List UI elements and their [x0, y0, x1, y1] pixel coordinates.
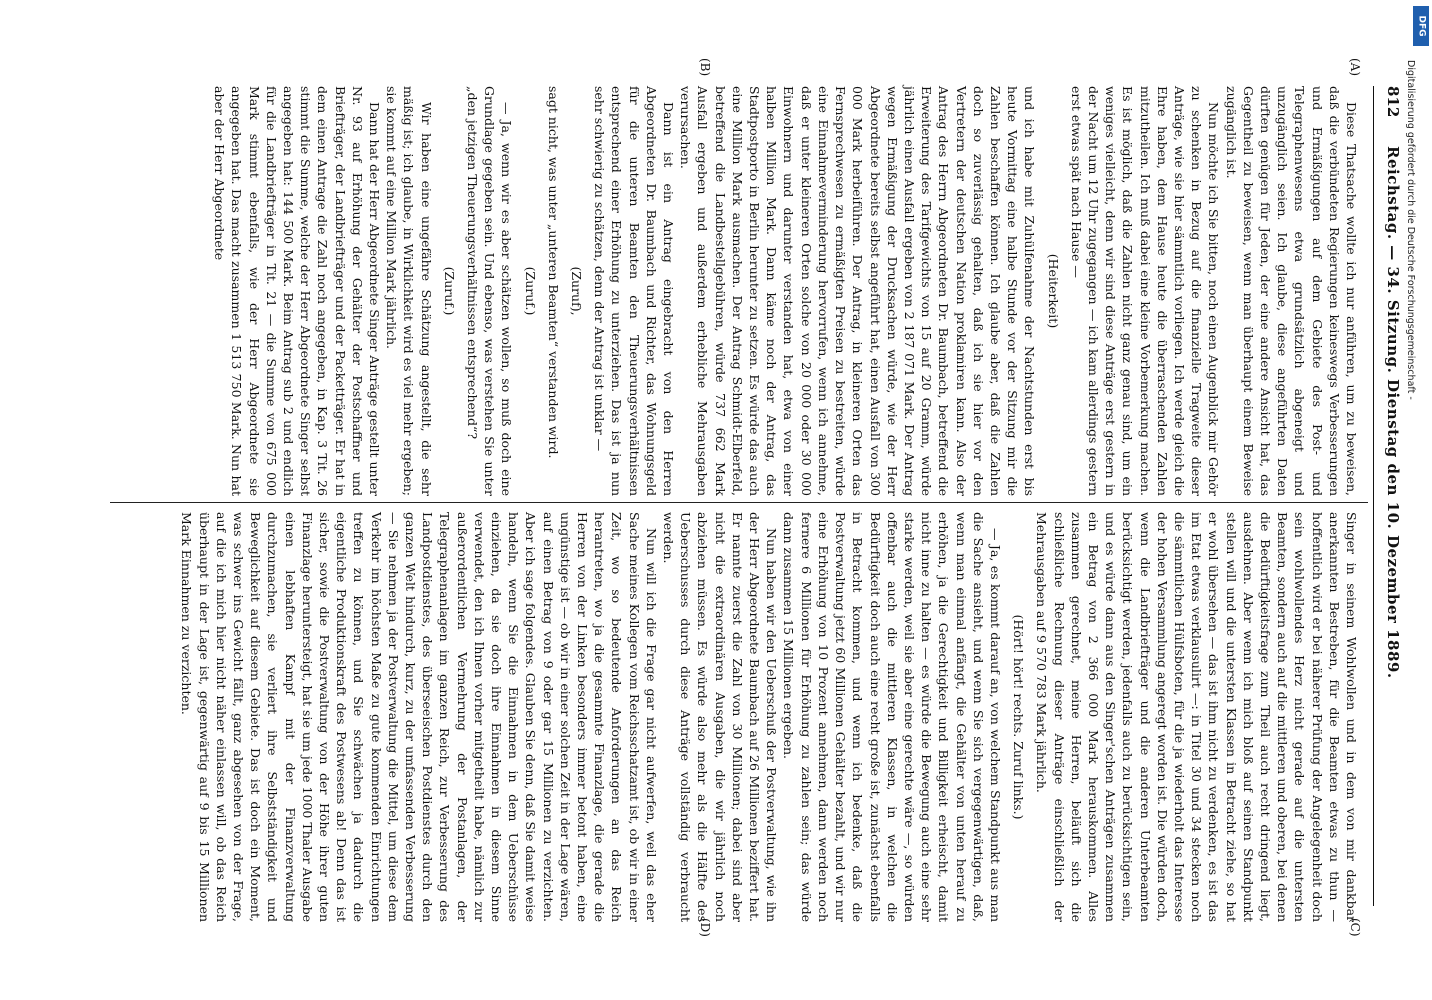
header-rule — [1373, 86, 1374, 906]
column-divider — [110, 502, 1368, 503]
paragraph: und ich habe mit Zuhülfenahme der Nachtstunden erst bis heute Vormittag eine halbe Stunde vor der Sitzung mir die Zahlen beschaffen können. Ich glaube aber, daß die Zahlen doch so zuverlässig gehalten, daß ich sie hier vor den Vertretern der deutschen Nation proklamiren kann. Also der Antrag des Herrn Abgeordneten Dr. Baumbach, betreffend die Erweiterung des Tarifgewichts von 15 auf 20 Gramm, würde jährlich einen Ausfall ergeben von 2 187 071 Mark. Der Antrag wegen Ermäßigung der Drucksachen würde, wie der Herr Abgeordnete bereits selbst angeführt hat, einen Ausfall von 300 000 Mark herbeiführen. Der Antrag, in kleineren Orten das Fernsprechwesen zu ermäßigten Preisen zu bestreiten, würde eine Einnahmeverminderung hervorrufen, wenn ich annehme, daß er unter kleineren Orten solche von 20 000 oder 30 000 Einwohnern und darunter verstanden hat, etwa von einer halben Million Mark. Dann käme noch der Antrag, das Stadtpostporto in Berlin herunter zu setzen. Es würde das auch eine Million Mark ausmachen. Der Antrag Schmidt-Elberfeld, betreffend die Landbestellgebühren, würde 737 662 Mark Ausfall ergeben und außerdem erhebliche Mehrausgaben verursachen. — [678, 86, 1038, 496]
paragraph: Dann ist ein Antrag eingebracht von den Herren Abgeordneten Dr. Baumbach und Richter, das Wohnungsgeld für die unteren Beamten den Theuerungsverhältnissen entsprechend einer Erhöhung zu unterziehen. Das ist ja nun sehr schwierig zu schätzen, denn der Antrag ist unklar — — [592, 86, 677, 496]
paragraph: Nun will ich die Frage gar nicht aufwerfen, weil das eher Sache meines Kollegen vom Reichsschatzamt ist, ob wir in einer Zeit, wo so bedeutende Anforderungen an das Reich herantreten, wo ja die gesammte Finanzlage, die gerade die Herren von der Linken besonders immer betont haben, eine ungünstige ist — ob wir in einer solchen Zeit in der Lage wären, auf einen Betrag von 9 oder gar 15 Millionen zu verzichten. Aber ich sage folgendes. Glauben Sie denn, daß Sie damit weise handeln, wenn Sie die Einnahmen in dem Ueberschüsse einziehen, da sie doch ihre Einnahmen in diesem Sinne verwendet, den ich Ihnen vorher mitgetheilt habe, nämlich zur außerordentlichen Vermehrung der Postanlagen, der Telegraphenanlagen im ganzen Reich, zur Verbesserung des Landpostdienstes, des überseeischen Postdienstes durch den ganzen Welt hindurch, kurz, zu der umfassenden Verbesserung — Sie nehmen ja der Postverwaltung die Mittel, um diese dem Verkehr im höchsten Maße zu gute kommenden Einrichtungen treffen zu können, und Sie schwächen ja dadurch die eigentliche Produktionskraft des Postwesens ab! Denn das ist sicher, sowie die Postverwaltung von der Höhe ihrer guten Finanzlage heruntersteigt, hat sie um jede 1000 Thaler Ausgabe einen lebhaften Kampf mit der Finanzverwaltung durchzumachen, sie verliert ihre Selbstständigkeit und Beweglichkeit auf diesem Gebiete. Das ist doch ein Moment, was schwer ins Gewicht fällt, ganz abgesehen von der Frage, auf die ich mich hier nicht näher einlassen will, ob das Reich überhaupt in der Lage ist, gegenwärtig auf 9 bis 15 Millionen Mark Einnahmen zu verzichten. — [179, 512, 659, 922]
right-column — [178, 512, 1360, 922]
digitization-credit: Digitalisierung gefördert durch die Deutsche Forschungsgemeinschaft - — [1405, 60, 1416, 400]
paragraph: — Ja, wenn wir es aber schätzen wollen, so muß doch eine Grundlage gegeben sein. Und ebenso, was verstehen Sie unter „den jetzigen Theuerungsverhältnissen entsprechend“? — [465, 86, 515, 496]
paragraph: Singer in seinem Wohlwollen und in dem von mir dankbar anerkannten Bestreben, für die Beamten etwas zu thun — hoffentlich wird er bei näherer Prüfung der Angelegenheit doch sein wohlwollendes Herz nicht gerade auf die untersten Beamten, sondern auch auf die mittleren und oberen, bei denen die Bedürftigkeitsfrage zum Theil auch recht dringend liegt, ausdehnen. Aber wenn ich mich bloß auf seinen Standpunkt stellen will und die untersten Klassen in Betracht ziehe, so hat er wohl übersehen — das ist ihm nicht zu verdenken, es ist das im Etat etwas verklausulirt —: in Titel 30 und 34 stecken noch die sämmtlichen Hülfsboten, für die ja wiederholt das Interesse der hohen Versammlung angeregt worden ist. Die würden doch, wenn die Landbriefträger und die anderen Unterbeamten berücksichtigt werden, jedenfalls auch zu berücksichtigen sein, und es würde dann aus den Singer'schen Anträgen zusammen ein Betrag von 2 366 000 Mark herauskommen. Alles zusammen gerechnet, meine Herren, beläuft sich die schließliche Rechnung dieser Anträge einschließlich der Mehrausgaben auf 9 570 783 Mark jährlich. — [1034, 512, 1359, 922]
interjection: (Zuruf.) — [522, 266, 538, 316]
interjection: (Heiterkeit) — [1045, 253, 1061, 329]
margin-mark-c: (C) — [1348, 918, 1362, 937]
paragraph: sagt nicht, was unter „unteren Beamten“ verstanden wird. — [545, 86, 561, 459]
interjection: (Zuruf), — [569, 266, 585, 316]
page-title: Reichstag. — 34. Sitzung. Dienstag den 10. Dezember 1889. — [1384, 146, 1402, 679]
margin-mark-b: (B) — [698, 58, 712, 77]
paragraph: Diese Thatsache wollte ich nur anführen, um zu beweisen, daß die verbündeten Regierungen keineswegs Verbesserungen und Ermäßigungen auf dem Gebiete des Post- und Telegraphenwesens etwa grundsätzlich abgeneigt und unzugänglich seien. Ich glaube, diese angeführten Daten dürften genügen für Jeden, der eine andere Ansicht hat, das Gegentheil zu beweisen, wenn man überhaupt einem Beweise zugänglich ist. — [1223, 86, 1359, 496]
margin-mark-d: (D) — [698, 918, 712, 937]
interjection: (Zuruf.) — [441, 266, 457, 316]
paragraph: — Ja, es kommt darauf an, von welchem Standpunkt aus man die Sache ansieht, und wenn Sie sich vergegenwärtigen, daß, wenn man einmal anfängt, die Gehälter von unten herauf zu erhöhen, ja die Gerechtigkeit und Billigkeit erheischt, damit nicht inne zu halten — es würde die Bewegung auch eine sehr starke werden, weil sie aber eine gerechte wäre —, so würden offenbar auch die mittleren Klassen, in welchen die Bedürftigkeit doch auch eine recht große ist, zunächst ebenfalls in Betracht kommen, und wenn ich bedenke, daß die Postverwaltung jetzt 60 Millionen Gehälter bezahlt, und wir nur eine Erhöhung von 10 Prozent annehmen, dann werden noch fernere 6 Millionen für Erhöhung zu zahlen sein; das würde dann zusammen 15 Millionen ergeben. — [781, 512, 1003, 922]
margin-mark-a: (A) — [1348, 58, 1362, 77]
paragraph: Wir haben eine ungefähre Schätzung angestellt, die sehr mäßig ist; ich glaube, in Wirklichkeit wird es viel mehr ergeben; sie kommt auf eine Million Mark jährlich. — [384, 86, 434, 496]
paragraph: Nun haben wir den Ueberschuß der Postverwaltung, wie ihn der Herr Abgeordnete Baumbach auf 26 Millionen beziffert hat. Er nannte zuerst die Zahl von 30 Millionen; dabei sind aber nicht die extraordinären Ausgaben, die wir jährlich noch abziehen müssen. Es würde also mehr als die Hälfte des Ueberschusses durch diese Anträge vollständig verbraucht werden. — [661, 512, 780, 922]
page-number: 812 — [1384, 86, 1402, 118]
paragraph: Dann hat der Herr Abgeordnete Singer Anträge gestellt unter Nr. 93 auf Erhöhung der Gehälter der Postschaffner und Briefträger, der Landbriefträger und der Packetträger. Er hat in dem einen Antrage die Zahl noch angegeben, in Kap. 3 Tit. 26 stimmt die Summe, welche der Herr Abgeordnete Singer selbst angegeben hat: 144 500 Mark. Beim Antrag sub 2 und endlich für die Landbriefträger in Tit. 21 — die Summe von 675 000 Mark stimmt ebenfalls, wie der Herr Abgeordnete sie angegeben hat. Das macht zusammen 1 513 750 Mark. Nun hat aber der Herr Abgeordnete — [212, 86, 383, 496]
dfg-logo: DFG — [1413, 6, 1429, 46]
interjection: (Hört! hört! rechts. Zuruf links.) — [1011, 614, 1027, 820]
paragraph: Nun möchte ich Sie bitten, noch einen Augenblick mir Gehör zu schenken in Bezug auf die finanzielle Tragweite dieser Anträge, wie sie hier sämmtlich vorliegen. Ich werde gleich die Ehre haben, dem Hause heute die überraschenden Zahlen mitzutheilen. Ich muß dabei eine kleine Vorbemerkung machen. Es ist möglich, daß die Zahlen nicht ganz genau sind, um ein weniges vielleicht, denn wir sind diese Anträge erst gestern in der Nacht um 12 Uhr zugegangen — ich kam allerdings gestern erst etwas spät nach Hause — — [1068, 86, 1222, 496]
left-column — [211, 86, 1360, 496]
page-header — [1372, 86, 1402, 906]
